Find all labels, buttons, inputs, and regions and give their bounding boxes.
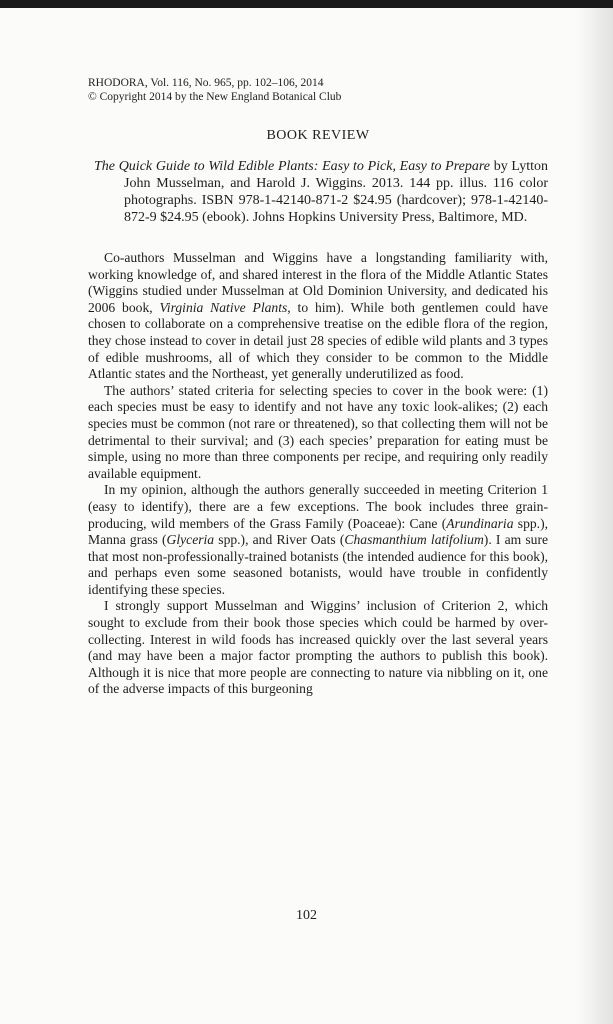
paragraph-1 (88, 250, 548, 383)
paragraph-3 (88, 482, 548, 598)
book-citation (94, 158, 548, 226)
journal-citation-line: RHODORA, Vol. 116, No. 965, pp. 102–106, 2014 (88, 77, 324, 89)
book-details: by Lytton John Musselman, and Harold J. Wiggins. 2013. 144 pp. illus. 116 color photographs. ISBN 978-1-42140-871-2 $24.95 (hardcover); 978-1-42140-872-9 $24.95 (ebook). Johns Hopkins University Press, Baltimore, MD. (124, 159, 548, 225)
paragraph-2: The authors’ stated criteria for selecting species to cover in the book were: (1) each species must be easy to identify and not have any toxic look-alikes; (2) each species must be common (not rare or threatened), so that collecting them will not be detrimental to their survival; and (3) each species’ preparation for eating must be simple, using no more than three components per recipe, and requiring only readily available equipment. (88, 382, 548, 481)
section-title: BOOK REVIEW (266, 128, 370, 143)
paragraph-1-text-a: Co-authors Musselman and Wiggins have a longstanding familiarity with, working knowledge of, and shared interest in the flora of the Middle Atlantic States (Wiggins studied under Musselman at Old Dominion University, and dedicated his 2006 book, (88, 250, 548, 315)
page-number: 102 (296, 908, 317, 923)
page-edge-shadow (577, 8, 613, 1024)
taxon-chasmanthium: Chasmanthium latifolium (344, 532, 484, 548)
book-title: The Quick Guide to Wild Edible Plants: Easy to Pick, Easy to Prepare (94, 159, 491, 174)
taxon-arundinaria: Arundinaria (446, 515, 514, 531)
scan-top-border (0, 0, 613, 8)
journal-page (88, 76, 548, 698)
paragraph-1-text-c: , to him). While both gentlemen could have chosen to collaborate on a comprehensive treatise on the edible flora of the region, they chose instead to cover in detail just 28 species of edible wild plants and 3 types of edible mushrooms, all of which they consider to be common to the Middle Atlantic states and the Northeast, yet generally underutilized as food. (88, 299, 549, 382)
paragraph-3-text-c: spp.), Manna grass ( (88, 515, 548, 548)
paragraph-3-text-a: In my opinion, although the authors generally succeeded in meeting Criterion 1 (easy to identify), there are a few exceptions. The book includes three grain-producing, wild members of the Grass Family (Poaceae): Cane ( (88, 482, 548, 531)
paragraph-1-italic-book: Virginia Native Plants (159, 299, 288, 315)
paragraph-3-text-g: ). I am sure that most non-professionally-trained botanists (the intended audience for this book), and perhaps even some seasoned botanists, would have trouble in confidently identifying these species. (88, 532, 549, 597)
copyright-line: © Copyright 2014 by the New England Botanical Club (88, 91, 342, 103)
taxon-glyceria: Glyceria (166, 532, 215, 548)
paragraph-3-text-e: spp.), and River Oats ( (214, 532, 345, 548)
paragraph-4: I strongly support Musselman and Wiggins’ inclusion of Criterion 2, which sought to exclude from their book those species which could be harmed by over-collecting. Interest in wild foods has increased quickly over the last several years (and may have been a major factor prompting the authors to publish this book). Although it is nice that more people are connecting to nature via nibbling on it, one of the adverse impacts of this burgeoning (88, 598, 548, 697)
